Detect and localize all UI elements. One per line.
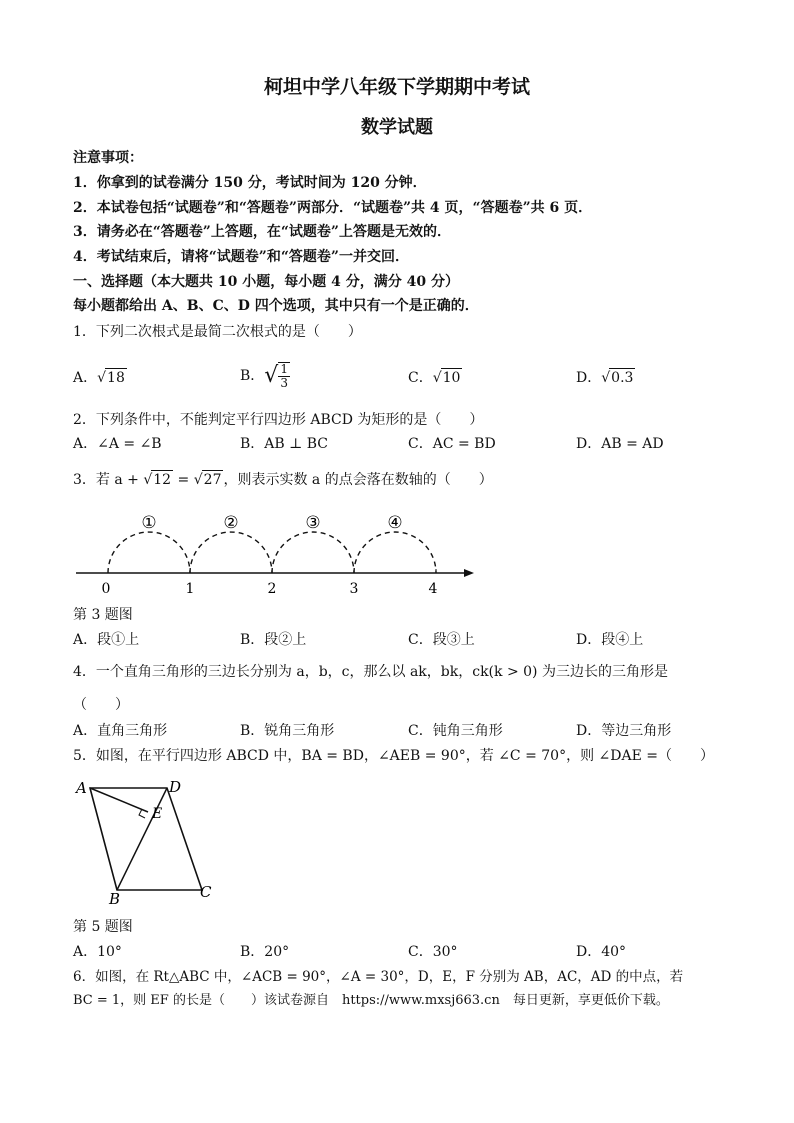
question-4-stem: 4．一个直角三角形的三边长分别为 a，b，c，那么以 ak，bk，ck(k > 0) 为三边长的三角形是 — [73, 664, 668, 680]
question-5-stem: 5．如图，在平行四边形 ABCD 中，BA = BD，∠AEB = 90°，若 ∠C = 70°，则 ∠DAE =（ ） — [73, 748, 714, 764]
tick-label-2: 2 — [267, 581, 277, 597]
question-1-stem: 1．下列二次根式是最简二次根式的是（ ） — [73, 324, 362, 340]
notes-heading: 注意事项： — [73, 150, 143, 166]
q1-option-a[interactable]: A．√18 — [73, 370, 125, 386]
question-3-stem: 3．若 a + √12 = √27 ，则表示实数 a 的点会落在数轴的（ ） — [73, 472, 493, 488]
q3-option-d[interactable]: D．段④上 — [576, 632, 644, 648]
q1-option-d[interactable]: D．√0.3 — [576, 370, 634, 386]
q4-option-c[interactable]: C．钝角三角形 — [408, 723, 503, 739]
q1-option-c[interactable]: C．√10 — [408, 370, 461, 386]
vertex-label-c: C — [200, 883, 212, 901]
note-item: 1．你拿到的试卷满分 150 分，考试时间为 120 分钟． — [73, 175, 427, 191]
tick-label-1: 1 — [185, 581, 195, 597]
q2-option-a[interactable]: A．∠A = ∠B — [73, 436, 162, 452]
note-item: 3．请务必在“答题卷”上答题，在“试题卷”上答题是无效的． — [73, 224, 451, 240]
segment-label-3: ③ — [305, 513, 321, 533]
q5-option-d[interactable]: D．40° — [576, 944, 627, 960]
question-6-line-2: BC = 1，则 EF 的长是（ ）该试卷源自 https://www.mxsj663.cn 每日更新，享更低价下载。 — [73, 993, 669, 1008]
segment-arc-4 — [354, 532, 436, 573]
segment-arc-2 — [190, 532, 272, 573]
q5-option-c[interactable]: C．30° — [408, 944, 458, 960]
segment-label-1: ① — [141, 513, 157, 533]
note-item: 2．本试卷包括“试题卷”和“答题卷”两部分．“试题卷”共 4 页，“答题卷”共 6 页． — [73, 200, 593, 216]
q3-option-c[interactable]: C．段③上 — [408, 632, 475, 648]
figure-5-caption: 第 5 题图 — [73, 919, 133, 935]
q4-option-d[interactable]: D．等边三角形 — [576, 723, 672, 739]
vertex-label-e: E — [152, 806, 163, 822]
q4-option-a[interactable]: A．直角三角形 — [73, 723, 168, 739]
number-line-figure — [70, 505, 480, 603]
segment-arc-3 — [272, 532, 354, 573]
q2-option-d[interactable]: D．AB = AD — [576, 436, 664, 452]
segment-ae — [90, 788, 148, 812]
axis-arrow-icon — [464, 569, 474, 577]
exam-subtitle: 数学试题 — [361, 117, 433, 138]
question-6-line-1: 6．如图，在 Rt△ABC 中，∠ACB = 90°，∠A = 30°，D，E，F 分别为 AB，AC，AD 的中点，若 — [73, 969, 684, 985]
segment-arc-1 — [108, 532, 190, 573]
question-4-paren: （ ） — [73, 697, 129, 713]
question-2-stem: 2．下列条件中，不能判定平行四边形 ABCD 为矩形的是（ ） — [73, 412, 484, 428]
q1-option-b[interactable]: B．√ $\frac{1}{3}$ — [240, 362, 288, 390]
figure-3-caption: 第 3 题图 — [73, 607, 133, 623]
section-heading: 一、选择题（本大题共 10 小题，每小题 4 分，满分 40 分） — [73, 274, 459, 290]
vertex-label-a: A — [76, 779, 87, 797]
vertex-label-b: B — [109, 890, 121, 906]
segment-label-2: ② — [223, 513, 239, 533]
q4-option-b[interactable]: B．锐角三角形 — [240, 723, 335, 739]
q5-option-a[interactable]: A．10° — [73, 944, 122, 960]
parallelogram-abcd — [90, 788, 202, 890]
diagonal-bd — [117, 788, 167, 890]
q5-option-b[interactable]: B．20° — [240, 944, 290, 960]
q3-option-a[interactable]: A．段①上 — [73, 632, 140, 648]
tick-label-4: 4 — [428, 581, 438, 597]
q2-option-c[interactable]: C．AC = BD — [408, 436, 496, 452]
vertex-label-d: D — [169, 778, 182, 796]
tick-label-3: 3 — [349, 581, 359, 597]
q3-option-b[interactable]: B．段②上 — [240, 632, 307, 648]
tick-label-0: 0 — [101, 581, 111, 597]
note-item: 4．考试结束后，请将“试题卷”和“答题卷”一并交回． — [73, 249, 409, 265]
exam-title: 柯坦中学八年级下学期期中考试 — [263, 76, 530, 98]
section-instruction: 每小题都给出 A、B、C、D 四个选项，其中只有一个是正确的． — [73, 298, 479, 314]
q2-option-b[interactable]: B．AB ⊥ BC — [240, 436, 329, 452]
parallelogram-figure — [72, 776, 222, 906]
segment-label-4: ④ — [387, 513, 403, 533]
